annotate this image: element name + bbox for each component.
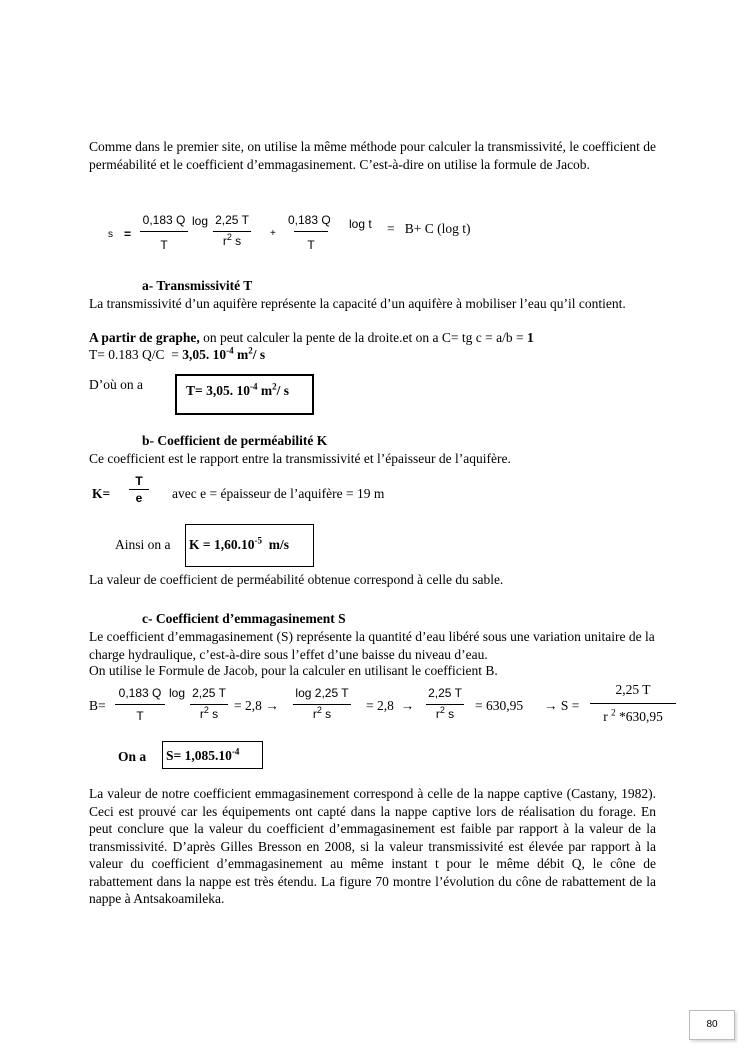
b-result-1: = 2,8 → <box>234 698 279 713</box>
b-result-2: = 2,8 → <box>366 698 415 713</box>
section-a-paragraph: La transmissivité d’un aquifère représente la capacité d’un aquifère à mobiliser l’eau qu’il contient. <box>89 296 626 311</box>
eq-frac-1: 0,183 Q T <box>140 213 188 252</box>
eq-equals: = <box>124 227 132 241</box>
section-c-method: On utilise le Formule de Jacob, pour la calculer en utilisant le coefficient B. <box>89 663 498 678</box>
transmissivity-result-box: T= 3,05. $10^{-4}$ $m^2/$ s <box>175 374 314 415</box>
section-b-paragraph: Ce coefficient est le rapport entre la transmissivité et l’épaisseur de l’aquifère. <box>89 451 511 466</box>
transmissivity-line: T= 0.183 Q/C = 3,05. $10^{-4}$ $m^2/$ s <box>89 345 266 362</box>
eq-plus: + <box>270 228 276 239</box>
b-frac-2: 2,25 T $r^2$ s <box>190 686 228 721</box>
eq-frac-2: 2,25 T $r^2$ s <box>213 213 251 248</box>
dou-on-a: D’où on a <box>89 377 143 392</box>
page-number: 80 <box>689 1010 735 1040</box>
permeability-result-box: $K = 1,60.10^{-5}$ m/s <box>185 524 314 567</box>
intro-paragraph: Comme dans le premier site, on utilise la même méthode pour calculer la transmissivité, le coefficient de perméabilité et le coefficient d’emmagasinement. C’est-à-dire on utilise la formule de Jacob. <box>89 139 656 172</box>
ainsi-on-a: Ainsi on a <box>115 537 171 552</box>
b-result-3: = 630,95 <box>475 698 524 713</box>
storage-result-box: $S= 1,085.10^{-4}$ <box>162 741 263 769</box>
on-a-label: On a <box>118 749 147 764</box>
conclusion-paragraph: La valeur de notre coefficient emmagasinement correspond à celle de la nappe captive (Castany, 1982). Ceci est prouvé car les équipements ont capté dans la nappe captive lors de réalisation du forage. En peut conclure que la valeur du coefficient d’emmagasinement est faible par rapport à la valeur de la transmissivité. D’après Gilles Bresson en 2008, si la valeur transmissivité est élevée par rapport à la valeur du coefficient d’emmagasinement au même instant t pour le même débit Q, le cône de rabattement dans la nappe est très étendu. La figure 70 montre l’évolution du cône de rabattement de la nappe à Antsakoamileka. <box>89 786 656 906</box>
eq-log: log <box>192 214 209 228</box>
section-c-paragraph: Le coefficient d’emmagasinement (S) représente la quantité d’eau libéré sous une variation unitaire de la charge hydraulique, c’est-à-dire sous l’effet d’une baisse du niveau d’eau. <box>89 629 655 662</box>
b-frac-1: 0,183 Q T <box>115 686 165 723</box>
eq-s: s <box>108 229 113 240</box>
section-a-title: a- Transmissivité T <box>142 278 253 293</box>
eq-logt: log t <box>349 217 372 231</box>
k-avec: avec e = épaisseur de l’aquifère = 19 m <box>172 486 385 501</box>
eq-frac-3: 0,183 Q T <box>288 213 331 252</box>
k-label: K= <box>92 486 111 501</box>
s-fraction: 2,25 T r $^2$ *630,95 <box>590 682 676 725</box>
b-frac-4: 2,25 T $r^2$ s <box>426 686 464 721</box>
b-log: log <box>169 686 186 700</box>
section-b-conclusion: La valeur de coefficient de perméabilité obtenue correspond à celle du sable. <box>89 572 504 587</box>
s-arrow: → S = <box>544 698 580 713</box>
graph-line: A partir de graphe, on peut calculer la pente de la droite.et on a C= tg c = a/b = 1 <box>89 330 534 345</box>
b-frac-3: log 2,25 T $r^2$ s <box>293 686 351 721</box>
b-label: B= <box>89 698 106 713</box>
k-fraction: T e <box>129 474 149 505</box>
section-c-title: c- Coefficient d’emmagasinement S <box>142 611 346 626</box>
section-b-title: b- Coefficient de perméabilité K <box>142 433 328 448</box>
eq-rhs: = B+ C (log t) <box>387 221 471 236</box>
